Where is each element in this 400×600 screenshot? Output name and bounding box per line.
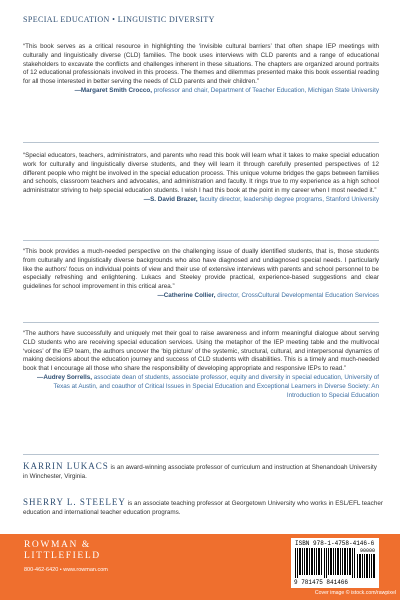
endorser-name: —S. David Brazer, — [143, 195, 198, 203]
author-name: SHERRY L. STEELEY — [23, 497, 126, 507]
isbn-text: ISBN 978-1-4758-4146-6 — [295, 540, 375, 547]
endorsement-attribution — [23, 196, 379, 205]
endorser-name: —Audrey Sorrells, — [37, 373, 92, 381]
endorsement-text: “The authors have successfully and uniquely met their goal to raise awareness and inform meaningful dialogue about serving CLD students who are receiving special education services. Using the metaphor of the IEP meeting table and the multivocal ‘voices’ of the IEP team, the authors uncover the ‘big picture’ of the systemic, structural, cultural, and interpersonal dynamics of making decisions about the education journey and success of CLD students with disabilities. This is a timely and much-needed book that I encourage all those who share the responsibility of developing appropriate and responsive IEPs to read.” — [23, 330, 379, 373]
publisher-name-line2: LITTLEFIELD — [24, 551, 101, 561]
author-bio: is an associate teaching professor at Georgetown University who works in ESL/EFL teacher education and international teacher education programs. — [23, 500, 383, 516]
category-label: SPECIAL EDUCATION • LINGUISTIC DIVERSITY — [23, 15, 215, 24]
endorser-title: professor and chair, Department of Teacher Education, Michigan State University — [153, 86, 379, 94]
endorsement-4 — [23, 330, 379, 400]
endorser-title: director, CrossCultural Developmental Education Services — [217, 291, 379, 299]
endorser-title: faculty director, leadership degree programs, Stanford University — [199, 195, 379, 203]
endorsement-attribution — [23, 87, 379, 96]
isbn-barcode — [291, 538, 379, 588]
divider — [23, 454, 379, 455]
author-name: KARRIN LUKACS — [23, 461, 109, 471]
publisher-name-line1: ROWMAN & — [24, 540, 91, 550]
cover-credit: Cover image © istock.com/rawpixel — [314, 590, 396, 596]
divider — [23, 142, 379, 143]
price-code: 90000 — [359, 548, 375, 554]
publisher-contact: 800-462-6420 • www.rowman.com — [24, 567, 108, 573]
endorsement-attribution — [23, 292, 379, 301]
divider — [23, 240, 379, 241]
endorser-title: associate dean of students, associate professor, equity and diversity in special education, University of Texas at Austin, and coauthor of Critical Issues in Special Education and Exceptional Learners in Diverse Society: An Introduction to Special Education — [53, 373, 379, 399]
endorsement-text: “Special educators, teachers, administrators, and parents who read this book will learn what it takes to make special education work for culturally and linguistically diverse students, and they will learn it through carefully presented perspectives of 12 different people who might be involved in the special education process. This unique volume bridges the gaps between families and schools, classroom teachers and advocates, and administration and faculty. It rings true to my experience as a high school administrator striving to help special education students. I wish I had this book at the point in my career when I most needed it.” — [23, 152, 379, 195]
endorsement-text: “This book provides a much-needed perspective on the challenging issue of dually identified students, that is, those students from culturally and linguistically diverse backgrounds who also have diagnosed and undiagnosed special needs. I particularly like the authors’ focus on individual points of view and their use of extensive interviews with parents and school personnel to be especially refreshing and enlightening. Lukacs and Steeley provide practical, experience-based suggestions and clear guidelines for school improvement in this critical area.” — [23, 248, 379, 291]
price-code-bars — [357, 554, 375, 578]
publisher-logo — [24, 540, 101, 562]
endorser-name: —Catherine Collier, — [157, 291, 216, 299]
author-bio-2 — [23, 498, 383, 518]
author-bio: is an award-winning associate professor of curriculum and instruction at Shenandoah University in Winchester, Virginia. — [23, 464, 377, 480]
endorser-name: —Margaret Smith Crocco, — [74, 86, 152, 94]
barcode-bars — [295, 548, 357, 578]
author-bio-1 — [23, 462, 383, 482]
endorsement-text: “This book serves as a critical resource in highlighting the ‘invisible cultural barriers’ that often shape IEP meetings with culturally and linguistically diverse (CLD) families. The book uses interviews with CLD parents and a range of educational stakeholders to excavate the conflicts and challenges inherent in these situations. The chapters are organized around portraits of 12 educational professionals involved in this process. The themes and dilemmas presented make this book essential reading for all those interested in better serving the needs of CLD parents and their children.” — [23, 43, 379, 86]
endorsement-1 — [23, 43, 379, 96]
endorsement-2 — [23, 152, 379, 205]
barcode-number: 9 781475 841466 — [294, 579, 349, 586]
endorsement-attribution — [23, 374, 379, 400]
endorsement-3 — [23, 248, 379, 301]
divider — [23, 322, 379, 323]
